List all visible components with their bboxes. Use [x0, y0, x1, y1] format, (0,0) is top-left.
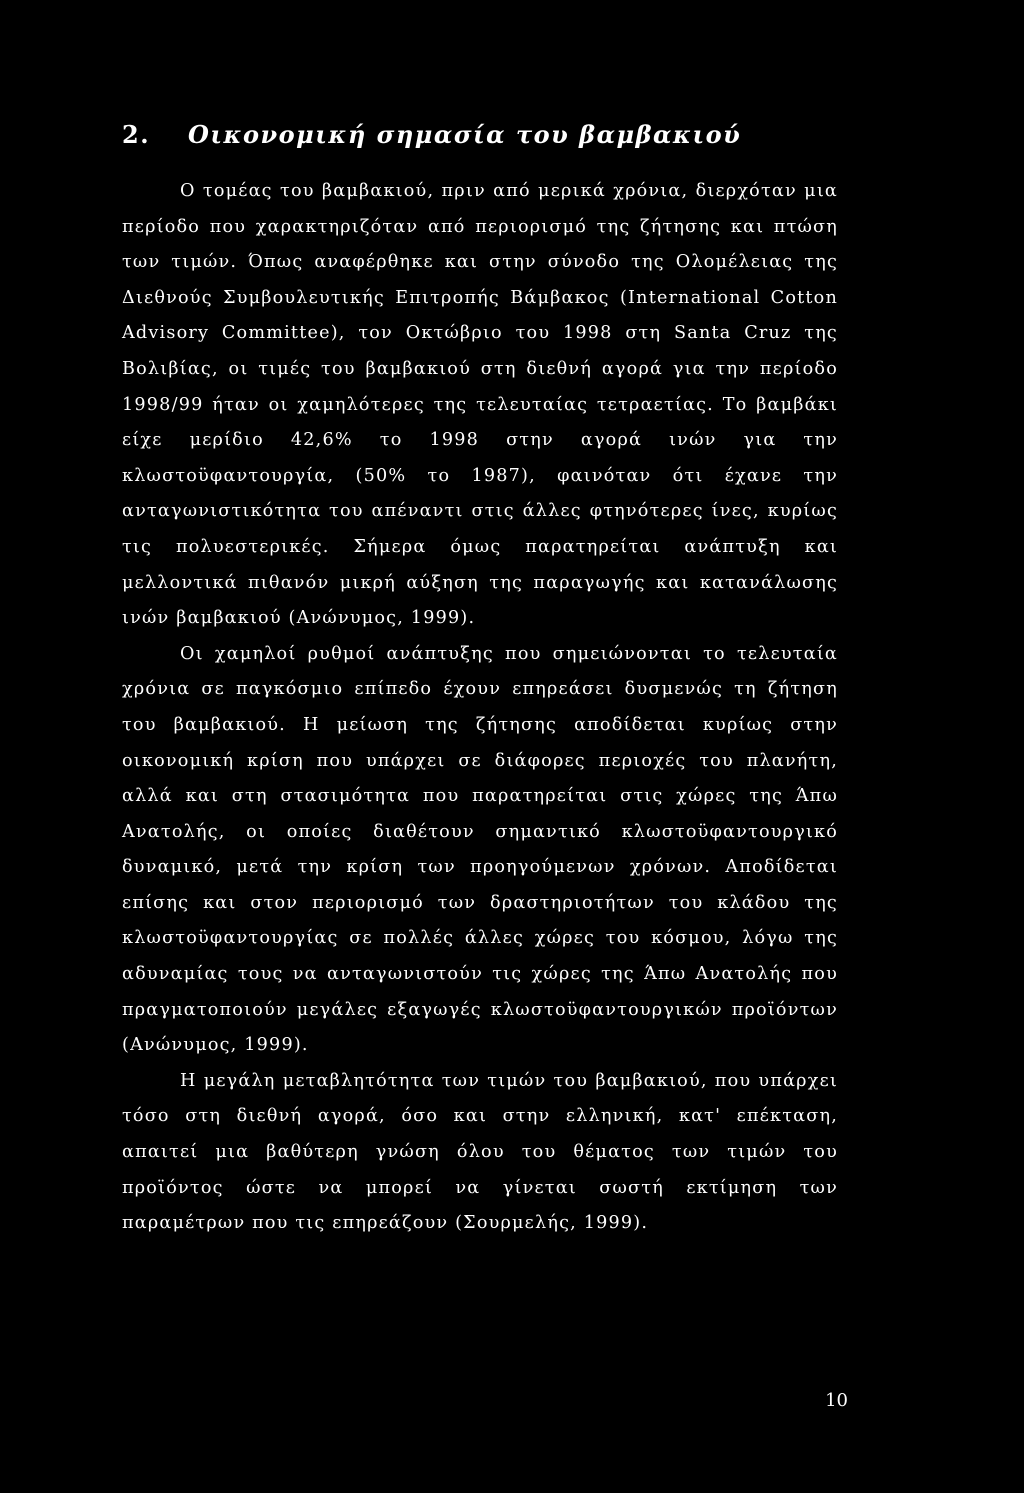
section-title: Οικονομική σημασία του βαμβακιού: [188, 120, 742, 149]
page-number: 10: [825, 1390, 848, 1411]
paragraph: Οι χαμηλοί ρυθμοί ανάπτυξης που σημειώνονται το τελευταία χρόνια σε παγκόσμιο επίπεδο έχουν επηρεάσει δυσμενώς τη ζήτηση του βαμβακιού. Η μείωση της ζήτησης αποδίδεται κυρίως στην οικονομική κρίση που υπάρχει σε διάφορες περιοχές του πλανήτη, αλλά και στη στασιμότητα που παρατηρείται στις χώρες της Άπω Ανατολής, οι οποίες διαθέτουν σημαντικό κλωστοϋφαντουργικό δυναμικό, μετά την κρίση των προηγούμενων χρόνων. Αποδίδεται επίσης και στον περιορισμό των δραστηριοτήτων του κλάδου της κλωστοϋφαντουργίας σε πολλές άλλες χώρες του κόσμου, λόγω της αδυναμίας τους να ανταγωνιστούν τις χώρες της Άπω Ανατολής που πραγματοποιούν μεγάλες εξαγωγές κλωστοϋφαντουργικών προϊόντων (Ανώνυμος, 1999).: [122, 643, 838, 1056]
section-heading: [122, 120, 741, 149]
body-text: [122, 174, 838, 1242]
paragraph: Ο τομέας του βαμβακιού, πριν από μερικά χρόνια, διερχόταν μια περίοδο που χαρακτηριζόταν από περιορισμό της ζήτησης και πτώση των τιμών. Όπως αναφέρθηκε και στην σύνοδο της Ολομέλειας της Διεθνούς Συμβουλευτικής Επιτροπής Βάμβακος (International Cotton Advisory Committee), τον Οκτώβριο του 1998 στη Santa Cruz της Βολιβίας, οι τιμές του βαμβακιού στη διεθνή αγορά για την περίοδο 1998/99 ήταν οι χαμηλότερες της τελευταίας τετραετίας. Το βαμβάκι είχε μερίδιο 42,6% το 1998 στην αγορά ινών για την κλωστοϋφαντουργία, (50% το 1987), φαινόταν ότι έχανε την ανταγωνιστικότητα του απέναντι στις άλλες φτηνότερες ίνες, κυρίως τις πολυεστερικές. Σήμερα όμως παρατηρείται ανάπτυξη και μελλοντικά πιθανόν μικρή αύξηση της παραγωγής και κατανάλωσης ινών βαμβακιού (Ανώνυμος, 1999).: [122, 181, 838, 629]
paragraph: Η μεγάλη μεταβλητότητα των τιμών του βαμβακιού, που υπάρχει τόσο στη διεθνή αγορά, όσο και στην ελληνική, κατ' επέκταση, απαιτεί μια βαθύτερη γνώση όλου του θέματος των τιμών του προϊόντος ώστε να μπορεί να γίνεται σωστή εκτίμηση των παραμέτρων που τις επηρεάζουν (Σουρμελής, 1999).: [122, 1070, 838, 1234]
section-number: 2.: [122, 120, 151, 149]
